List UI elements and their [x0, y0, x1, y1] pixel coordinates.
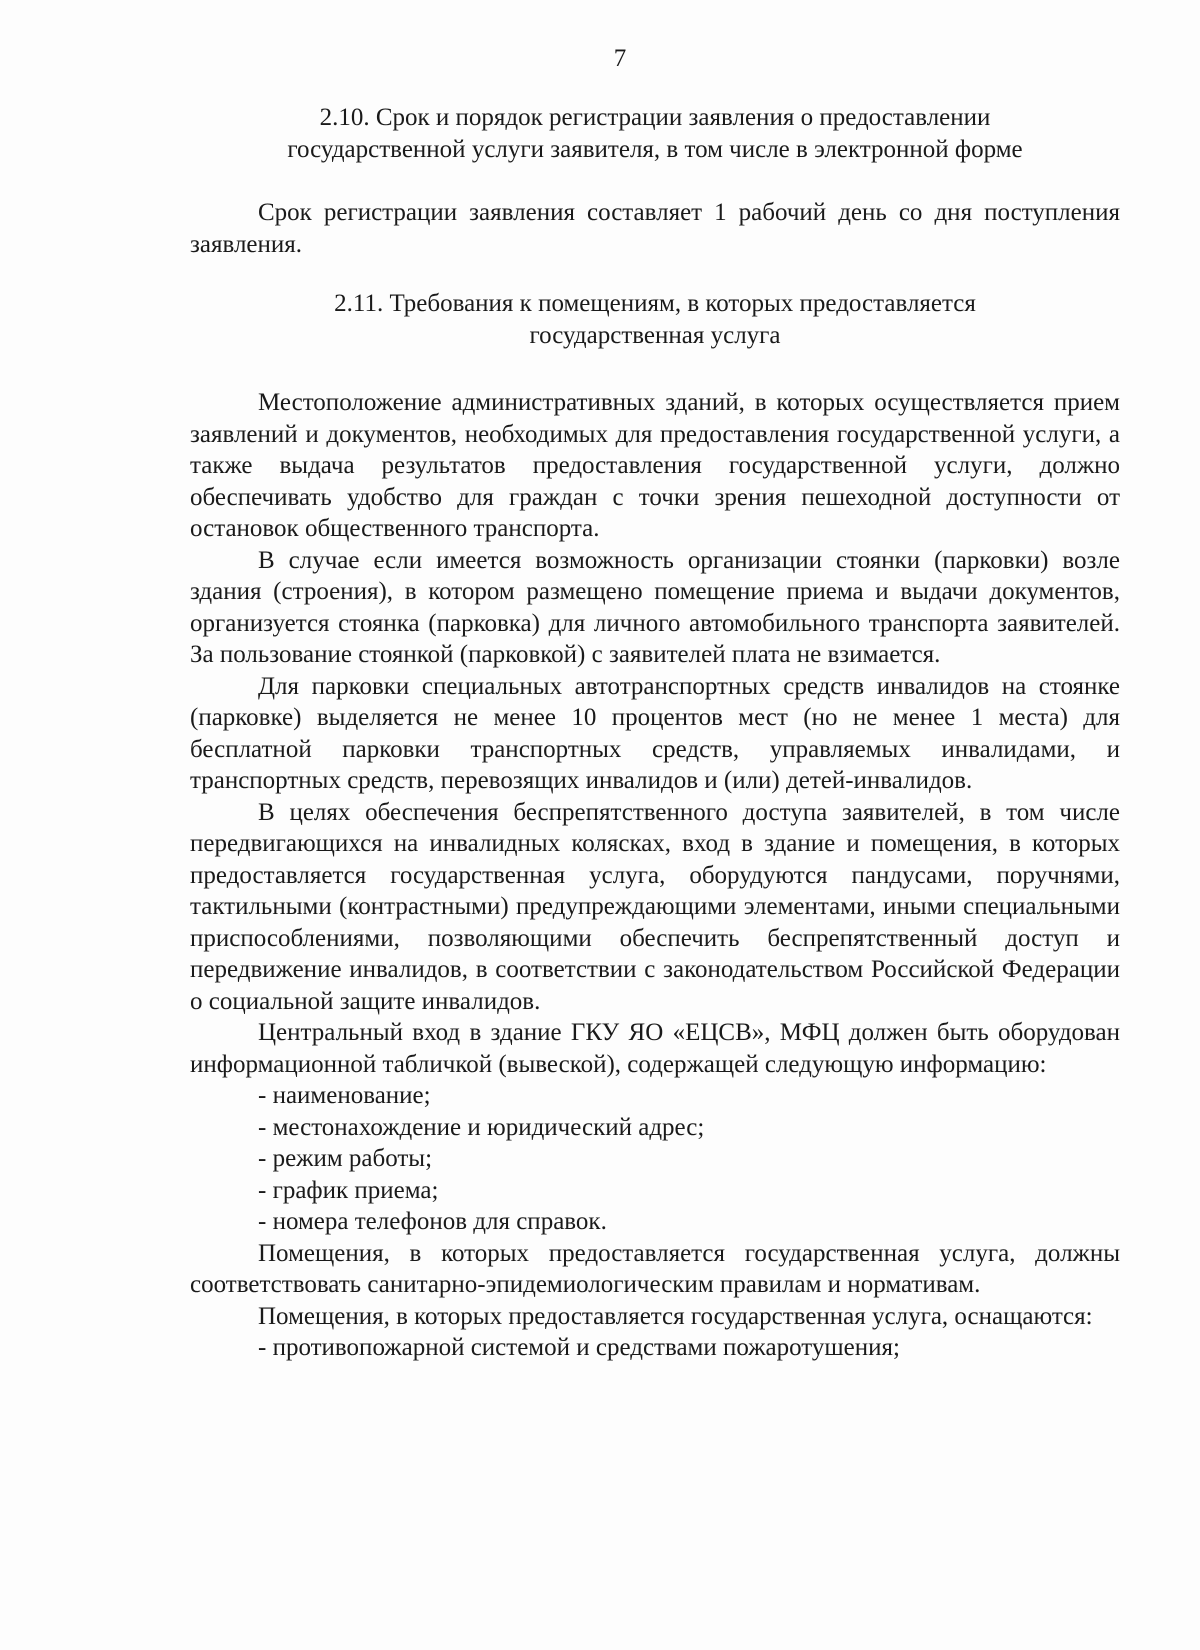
list-item: - график приема; — [258, 1176, 439, 1204]
paragraph-sanitary: Помещения, в которых предоставляется государственная услуга, должны соответствовать санитарно-эпидемиологическим правилам и нормативам. — [190, 1239, 1120, 1298]
list-item: - номера телефонов для справок. — [258, 1208, 607, 1235]
heading-line: государственной услуги заявителя, в том числе в электронной форме — [287, 135, 1023, 163]
paragraph-location: Местоположение административных зданий, в которых осуществляется прием заявлений и документов, необходимых для предоставления государственной услуги, а также выдача результатов предоставления государственной услуги, должно обеспечивать удобство для граждан с точки зрения пешеходной доступности от остановок общественного транспорта. — [190, 389, 1120, 542]
page-number: 7 — [613, 45, 627, 72]
registration-term-paragraph: Срок регистрации заявления составляет 1 рабочий день со дня поступления заявления. — [190, 199, 1120, 258]
list-item: - наименование; — [258, 1082, 431, 1109]
list-item: - режим работы; — [258, 1145, 433, 1172]
paragraph-equipped: Помещения, в которых предоставляется государственная услуга, оснащаются: — [258, 1302, 1093, 1330]
list-item: - противопожарной системой и средствами пожаротушения; — [258, 1334, 900, 1361]
section-2-10-heading — [190, 102, 1120, 165]
paragraph-accessibility: В целях обеспечения беспрепятственного доступа заявителей, в том числе передвигающихся на инвалидных колясках, вход в здание и помещения, в которых предоставляется государственная услуга, оборудуются пандусами, поручнями, тактильными (контрастными) предупреждающими элементами, иными специальными приспособлениями, позволяющими обеспечить беспрепятственный доступ и передвижение инвалидов, в соответствии с законодательством Российской Федерации о социальной защите инвалидов. — [190, 798, 1120, 1015]
list-item: - местонахождение и юридический адрес; — [258, 1113, 705, 1141]
section-2-11-heading — [190, 288, 1120, 351]
heading-line: государственная услуга — [529, 321, 781, 349]
paragraph-entrance-sign: Центральный вход в здание ГКУ ЯО «ЕЦСВ», МФЦ должен быть оборудован информационной табличкой (вывеской), содержащей следующую информацию: — [190, 1019, 1120, 1078]
document-body — [190, 102, 1120, 1364]
paragraph-disabled-parking: Для парковки специальных автотранспортных средств инвалидов на стоянке (парковке) выделяется не менее 10 процентов мест (но не менее 1 места) для бесплатной парковки транспортных средств, управляемых инвалидами, и транспортных средств, перевозящих инвалидов и (или) детей-инвалидов. — [190, 672, 1120, 794]
heading-line: 2.10. Срок и порядок регистрации заявления о предоставлении — [319, 104, 991, 131]
paragraph-parking: В случае если имеется возможность организации стоянки (парковки) возле здания (строения), в котором размещено помещение приема и выдачи документов, организуется стоянка (парковка) для личного автомобильного транспорта заявителей. За пользование стоянкой (парковкой) с заявителей плата не взимается. — [190, 546, 1120, 668]
heading-line: 2.11. Требования к помещениям, в которых предоставляется — [334, 290, 976, 317]
